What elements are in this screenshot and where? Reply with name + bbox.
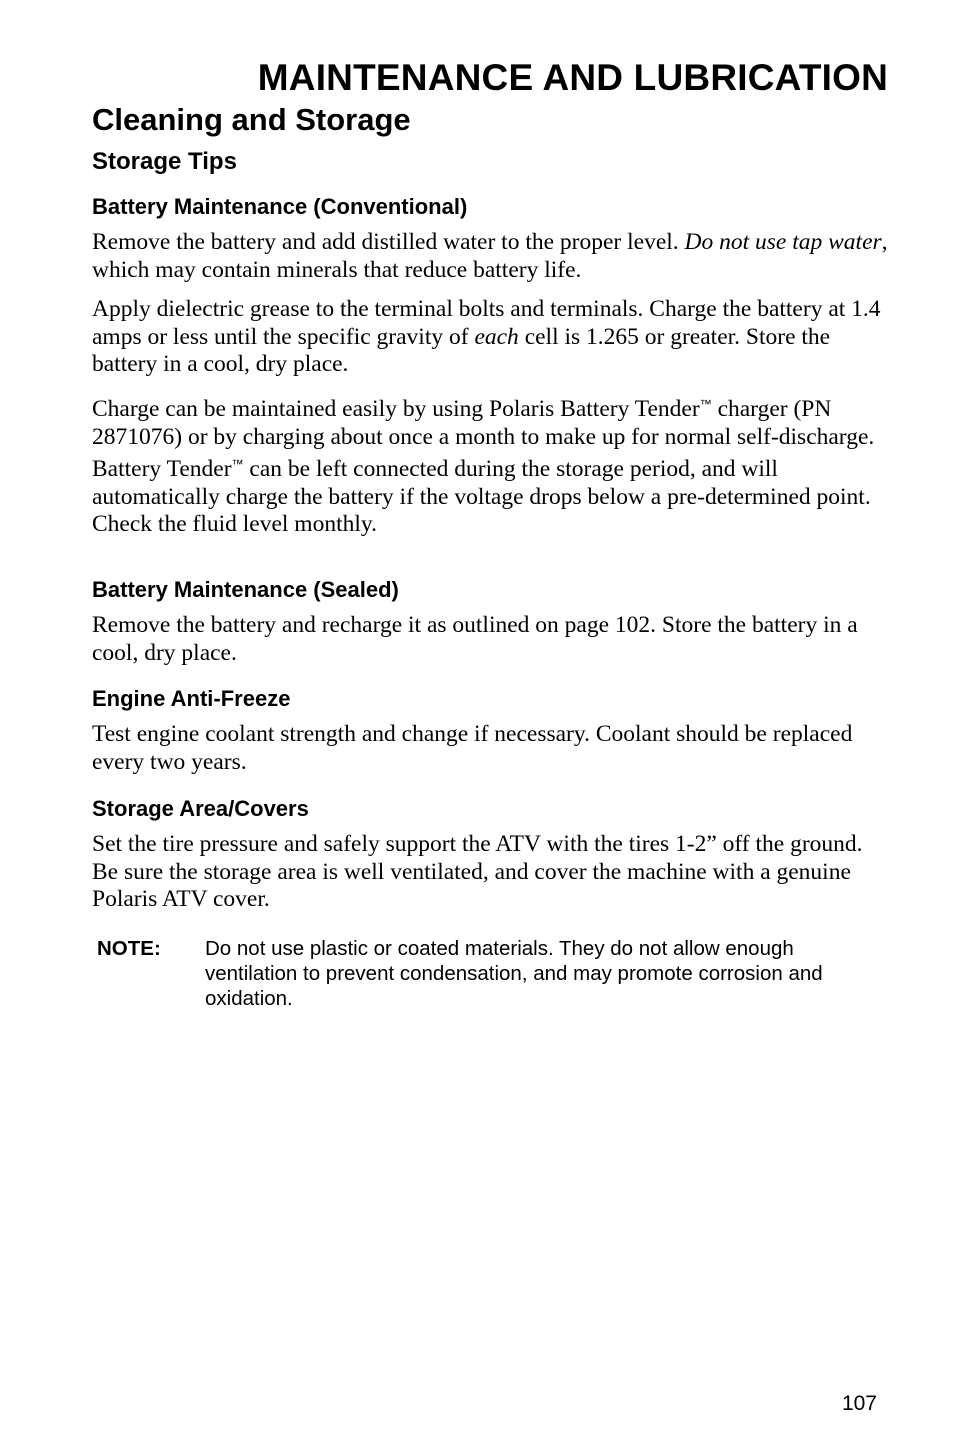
subsection-title: Storage Tips — [92, 148, 237, 175]
battery-conventional-paragraph-1: Remove the battery and add distilled water to the proper level. Do not use tap water, which may contain minerals that reduce battery life. — [92, 229, 888, 283]
chapter-title: MAINTENANCE AND LUBRICATION — [257, 57, 888, 98]
battery-conventional-paragraph-2: Apply dielectric grease to the terminal bolts and terminals. Charge the battery at 1.4 amps or less until the specific gravity of each cell is 1.265 or greater. Store the battery in a cool, dry place. — [92, 296, 881, 377]
note-label: NOTE: — [97, 937, 161, 960]
storage-area-heading: Storage Area/Covers — [92, 796, 309, 821]
battery-sealed-paragraph: Remove the battery and recharge it as outlined on page 102. Store the battery in a cool, dry place. — [92, 612, 858, 666]
note-text: Do not use plastic or coated materials. They do not allow enough ventilation to prevent condensation, and may promote corrosion and oxidation. — [205, 937, 823, 1010]
trademark-symbol: ™ — [231, 457, 244, 471]
battery-conventional-paragraph-3: Charge can be maintained easily by using Polaris Battery Tender™ charger (PN 2871076) or by charging about once a month to make up for normal self-discharge. Battery Tender™ can be left connected during the storage period, and will automatically charge the battery if the voltage drops below a pre-determined point. Check the fluid level monthly. — [92, 396, 875, 537]
storage-area-paragraph: Set the tire pressure and safely support the ATV with the tires 1-2” off the ground. Be sure the storage area is well ventilated, and cover the machine with a genuine Polaris ATV cover. — [92, 831, 863, 912]
section-title: Cleaning and Storage — [92, 102, 411, 137]
battery-conventional-heading: Battery Maintenance (Conventional) — [92, 194, 468, 219]
trademark-symbol: ™ — [699, 397, 712, 411]
anti-freeze-paragraph: Test engine coolant strength and change if necessary. Coolant should be replaced every two years. — [92, 721, 853, 775]
page-number: 107 — [841, 1392, 877, 1415]
battery-sealed-heading: Battery Maintenance (Sealed) — [92, 577, 399, 602]
anti-freeze-heading: Engine Anti-Freeze — [92, 686, 291, 711]
